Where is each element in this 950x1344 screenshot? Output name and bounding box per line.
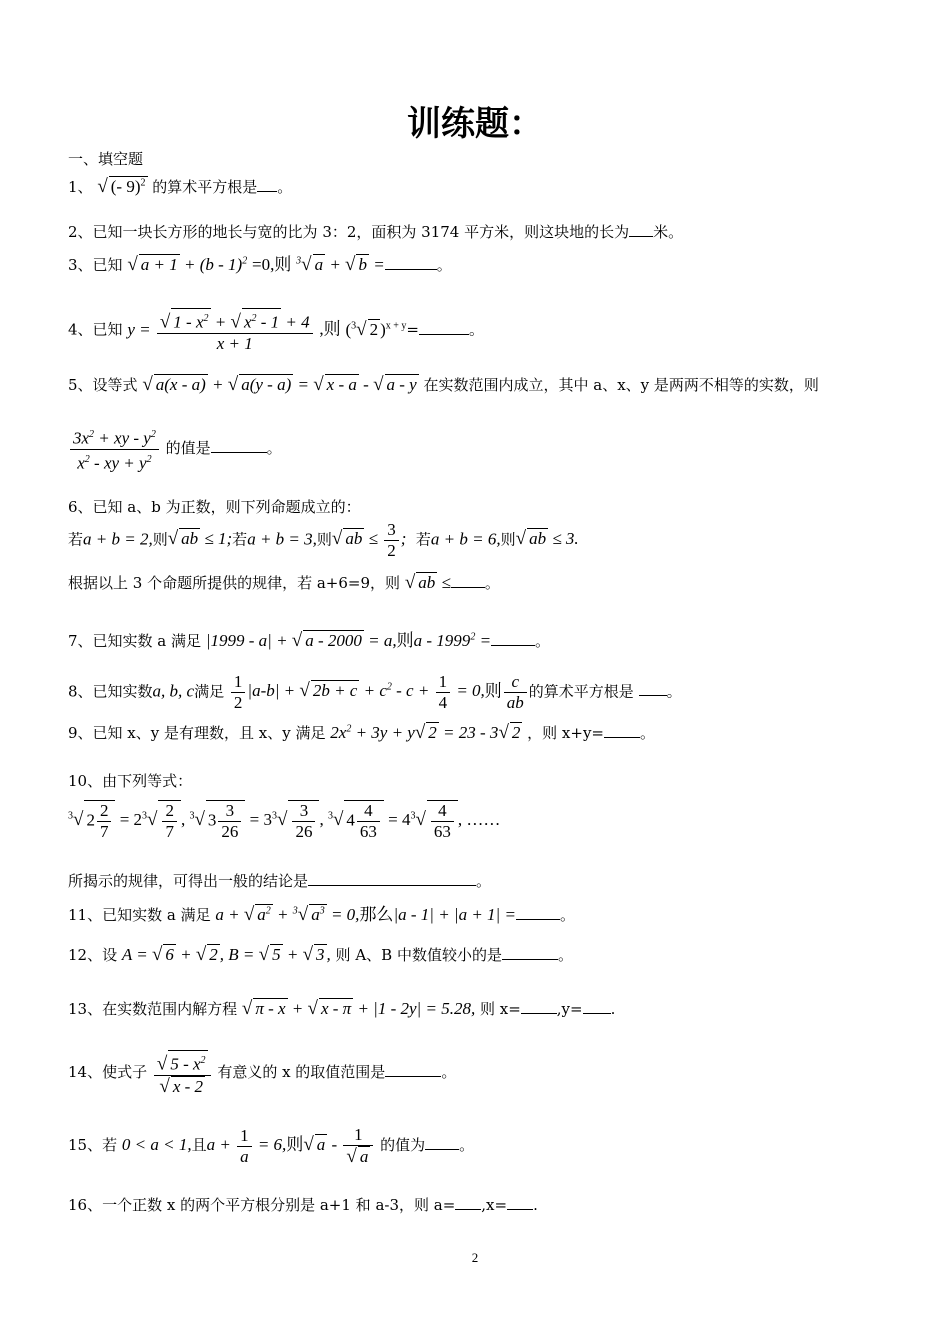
question-3: 3、已知 √ a + 1 + (b - 1)$^2$ =0,则 $^3$√ a + √ b = 。 [68,254,452,275]
answer-blank [257,177,277,192]
q9-expression: $2x^2 + 3y + y√$ 2 = 23 - 3√ 2 [330,722,521,743]
question-7: 7、已知实数 a 满足 |1999 - a| + √ a - 2000 = a,则a - $1999^2$ = 。 [68,630,551,651]
question-14: 14、使式子 $\frac{√ 5 - x^2}{√ x - 2}$ 有意义的 x 的取值范围是 。 [68,1050,456,1097]
question-6-propositions: 若a + b = 2,则√ ab ≤ 1;若a + b = 3,则√ ab ≤ $\frac{3}{2}$ ; 若a + b = 6,则√ ab ≤ 3. [68,520,579,560]
question-5: 5、设等式 √ a(x - a) + √ a(y - a) = √ x - a - √ a - y 在实数范围内成立，其中 a、x、y 是两两不相等的实数，则 [68,374,819,395]
answer-blank [491,631,535,646]
page-title: 训练题： [407,104,543,144]
q13-expression: √ π - x + √ x - π + |1 - 2y| = 5.28, [241,998,476,1019]
q1-expression: √ (- 9)$^2$ [97,176,146,197]
q14-expression: $\frac{√ 5 - x^2}{√ x - 2}$ [152,1062,213,1081]
question-10-conclusion: 所揭示的规律，可得出一般的结论是 。 [68,872,492,890]
question-6: 6、已知 a、b 为正数，则下列命题成立的： [68,498,361,516]
q10-expression: $^3$√ 2 $\frac{2}{7}$ = $2^3√$ $\frac{2}{7}$ , $^3$√ 3 $\frac{3}{26}$ = $3^3√$ $\frac{3}{26}$ , $^3$√ 4 $\frac{4}{63}$ = $4^3√$ $\frac{4}{63}$ , …… [68,801,501,841]
section-heading: 一、填空题 [68,150,144,168]
question-9: 9、已知 x、y 是有理数，且 x、y 满足 $2x^2 + 3y + y√$ 2 = 23 - 3√ 2 ，则 x+y= 。 [68,722,656,743]
answer-blank [502,945,558,960]
q4-expression: y = $\frac{√ 1 - x^2 + √ x^2 - 1 + 4}{x + 1}$ [127,320,314,339]
answer-blank [516,905,560,920]
answer-blank [451,573,485,588]
answer-blank [308,871,476,886]
question-2: 2、已知一块长方形的地长与宽的比为 3：2，面积为 3174 平方米，则这块地的长为 米。 [68,223,684,241]
answer-blank [639,681,667,696]
question-16: 16、一个正数 x 的两个平方根分别是 a+1 和 a-3，则 a= ,x= . [68,1196,538,1214]
q12-expression: A = √ 6 + √ 2 , B = √ 5 + √ 3 , [121,944,331,965]
question-5-continued: $\frac{3x^2 + xy - y^2}{x^2 - xy + y^2}$ 的值是 。 [68,425,282,473]
answer-blank [507,1195,533,1210]
answer-blank [521,999,557,1014]
question-6-rule: 根据以上 3 个命题所提供的规律，若 a+6=9，则 √ ab ≤ 。 [68,572,500,593]
page-number: 2 [471,1250,479,1265]
q15-expression: 0 < a < 1, [121,1134,192,1154]
question-13: 13、在实数范围内解方程 √ π - x + √ x - π + |1 - 2y| = 5.28, 则 x= ,y= . [68,998,616,1019]
answer-blank [455,1195,481,1210]
answer-blank [419,320,469,335]
answer-blank [385,255,437,270]
question-15: 15、若 0 < a < 1,且a + $\frac{1}{a}$ = 6,则√ a - $\frac{1}{√ a}$ 的值为 。 [68,1125,475,1167]
answer-blank [604,723,640,738]
question-8: 8、已知实数a, b, c满足 $\frac{1}{2}$ |a-b| + √ $2b + c + c^2 - c$ + $\frac{1}{4}$ = 0,则 $\frac{c}{ab}$ 的算术平方根是 。 [68,672,682,712]
answer-blank [629,222,653,237]
q3-expression: √ a + 1 + (b - 1)$^2$ [127,254,248,275]
question-4: 4、已知 y = $\frac{√ 1 - x^2 + √ x^2 - 1 + 4}{x + 1}$ ,则 ($^3$√ 2 )$^{x + y}$= 。 [68,308,484,354]
question-12: 12、设 A = √ 6 + √ 2 , B = √ 5 + √ 3 , 则 A、B 中数值较小的是 。 [68,944,573,965]
question-10-equations [68,800,500,842]
question-10: 10、由下列等式： [68,772,193,790]
q11-expression: a + √ $a^2 + ^3√$ $a^3 = 0$, [215,904,360,925]
answer-blank [425,1135,459,1150]
q8-expression: $\frac{1}{2}$ |a-b| + √ $2b + c + c^2 - c$ + $\frac{1}{4}$ = 0, [229,681,485,700]
question-11: 11、已知实数 a 满足 a + √ $a^2 + ^3√$ $a^3 = 0$,那么|a - 1| + |a + 1| = 。 [68,904,575,925]
q7-expression: |1999 - a| + √ a - 2000 = a, [205,630,397,651]
q5-expression: √ a(x - a) + √ a(y - a) = √ x - a - √ a - y [142,374,417,395]
answer-blank [385,1062,441,1077]
answer-blank [211,438,267,453]
question-1: 1、 √ (- 9)$^2$ 的算术平方根是 。 [68,176,293,197]
answer-blank [583,999,611,1014]
q5-fraction: $\frac{3x^2 + xy - y^2}{x^2 - xy + y^2}$ [68,438,161,457]
